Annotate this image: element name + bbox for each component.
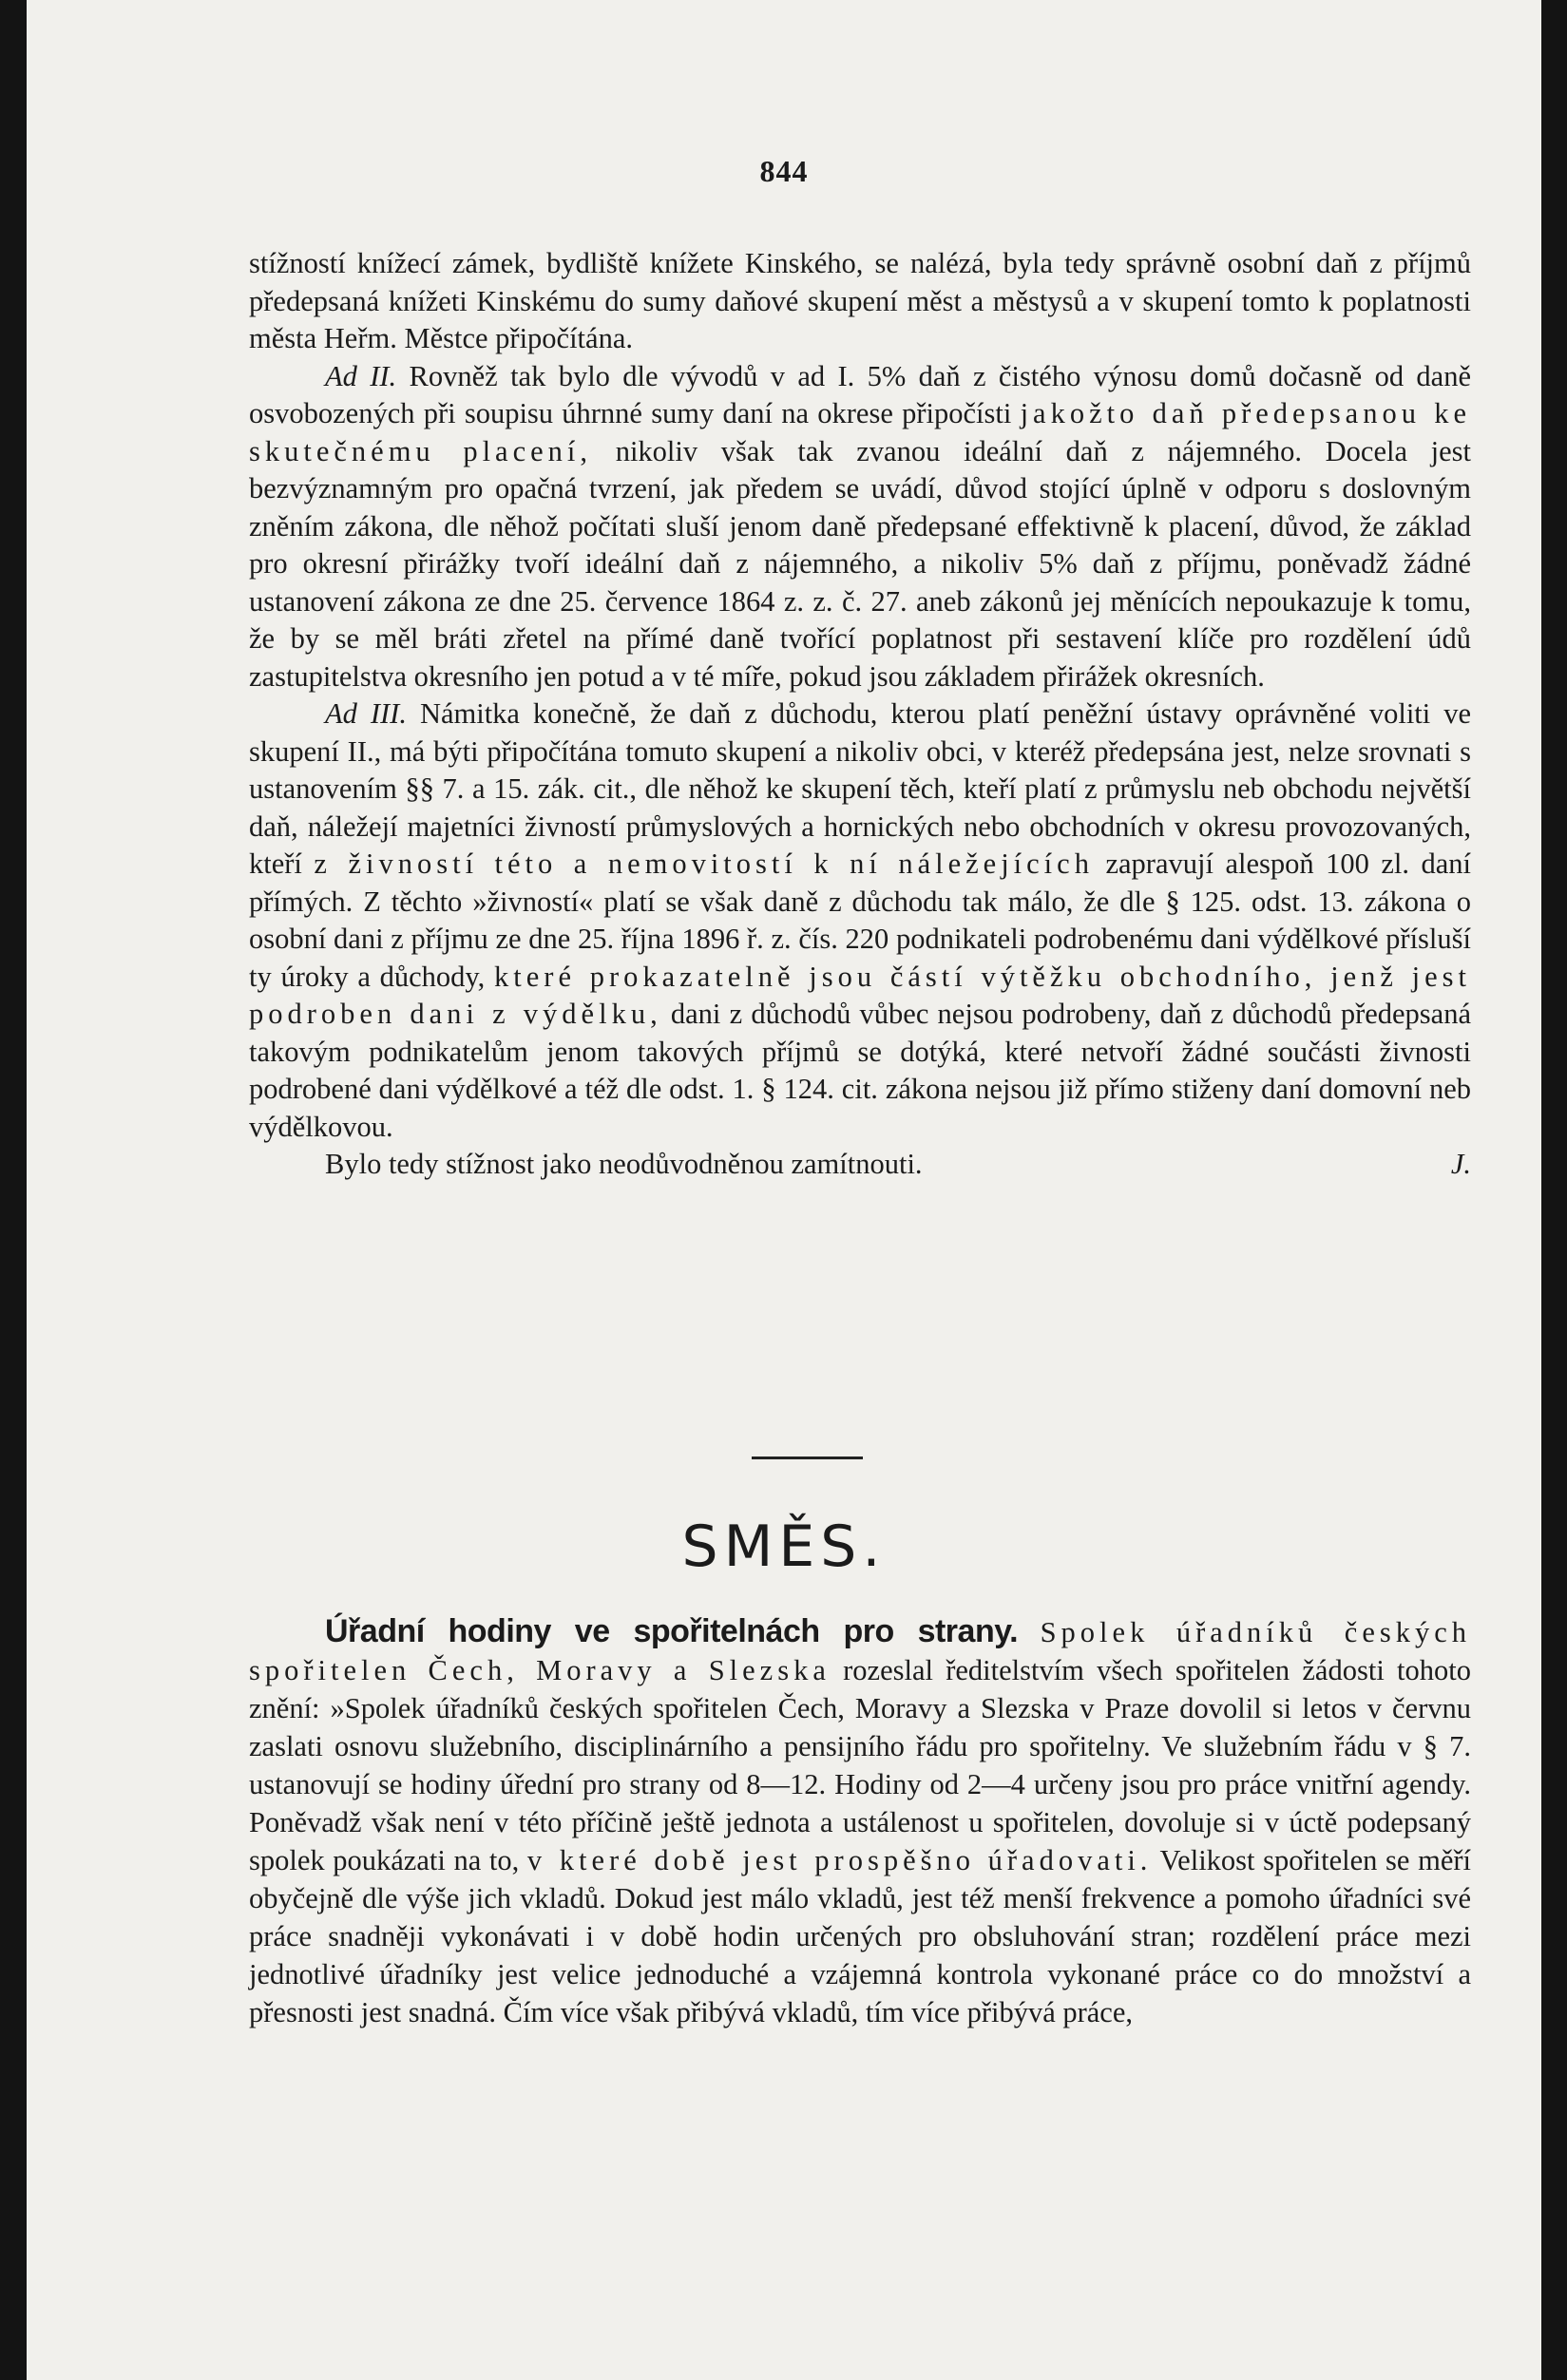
article-body: [249, 245, 1471, 1184]
document-page: [27, 0, 1541, 2380]
spaced-emphasis: jakožto daň předepsanou ke skutečnému placení,: [249, 397, 1471, 467]
paragraph-ad-iii: [249, 695, 1471, 1146]
spaced-emphasis: Spolek úřadníků českých spořitelen Čech, Moravy a Slezska: [249, 1616, 1472, 1686]
paragraph-lead: Ad III.: [325, 697, 407, 730]
page-number: 844: [759, 154, 809, 188]
spaced-emphasis: v které době jest prospěšno úřadovati.: [526, 1844, 1153, 1876]
spaced-emphasis: z živností této a nemovitostí k ní náležejících: [314, 847, 1094, 880]
section-body: [249, 1612, 1471, 2031]
paragraph-lead: Ad II.: [325, 359, 397, 392]
section-paragraph: [249, 1612, 1471, 2031]
paragraph-text: zapravují alespoň 100 zl. daní přímých. Z těchto »živností« platí se však daně z důchodu tak málo, že dle § 125. odst. 13. zákona o osobní dani z příjmu ze dne 25. října 1896 ř. z. čís. 220 podnikateli podrobenému dani výdělkové přísluší ty úroky a důchody,: [249, 847, 1472, 993]
author-signature: J.: [1450, 1148, 1471, 1180]
conclusion-text: Bylo tedy stížnost jako neodůvodněnou zamítnouti.: [325, 1148, 923, 1180]
spaced-emphasis: které prokazatelně jsou částí výtěžku obchodního, jenž jest podroben dani z výdělku,: [249, 960, 1471, 1030]
paragraph-conclusion: [249, 1146, 1471, 1184]
paragraph-ad-ii: [249, 358, 1471, 696]
section-title: SMĚS.: [681, 1514, 887, 1580]
paragraph-text: rozeslal ředitelstvím všech spořitelen žádosti tohoto znění: »Spolek úřadníků českých spořitelen Čech, Moravy a Slezska v Praze dovolil si letos v červnu zaslati osnovu služebního, disciplinárního a pensijního řádu pro spořitelny. Ve služebním řádu v § 7. ustanovují se hodiny úřední pro strany od 8—12. Hodiny od 2—4 určeny jsou pro práce vnitřní agendy. Poněvadž však není v této příčině ještě jednota a ustálenost u spořitelen, dovoluje si v úctě podepsaný spolek poukázati na to,: [249, 1654, 1471, 1876]
inline-heading: Úřadní hodiny ve spořitelnách pro strany.: [325, 1613, 1019, 1649]
section-divider: [752, 1457, 863, 1459]
paragraph-text: dani z důchodů vůbec nejsou podrobeny, daň z důchodů předepsaná takovým podnikatelům jenom takových příjmů se dotýká, které netvoří žádné součásti živnosti podrobené dani výdělkové a též dle odst. 1. § 124. cit. zákona nejsou již přímo stiženy daní domovní neb výdělkovou.: [249, 998, 1471, 1143]
paragraph-text: Námitka konečně, že daň z důchodu, kterou platí peněžní ústavy oprávněné voliti ve skupení II., má býti připočítána tomuto skupení a nikoliv obci, v kteréž předepsána jest, nelze srovnati s ustanovením §§ 7. a 15. zák. cit., dle něhož ke skupení těch, kteří platí z průmyslu neb obchodu největší daň, náležejí majetníci živností průmyslových a hornických nebo obchodních v okresu provozovaných, kteří: [249, 697, 1471, 880]
paragraph-text: Rovněž tak bylo dle vývodů v ad I. 5% daň z čistého výnosu domů dočasně od daně osvobozených při soupisu úhrnné sumy daní na okrese připočísti: [249, 359, 1471, 429]
paragraph-continuation: stížností knížecí zámek, bydliště knížete Kinského, se nalézá, byla tedy správně osobní daň z příjmů předepsaná knížeti Kinskému do sumy daňové skupení měst a městysů a v skupení tomto k poplatnosti města Heřm. Městce připočítána.: [249, 247, 1471, 354]
paragraph-text: nikoliv však tak zvanou ideální daň z nájemného. Docela jest bezvýznamným pro opačná tvrzení, jak předem se uvádí, důvod stojící úplně v odporu s doslovným zněním zákona, dle něhož počítati sluší jenom daně předepsané effektivně k placení, důvod, že základ pro okresní přirážky tvoří ideální daň z nájemného, a nikoliv 5% daň z příjmu, poněvadž žádné ustanovení zákona ze dne 25. července 1864 z. z. č. 27. aneb zákonů jej měnících nepoukazuje k tomu, že by se měl bráti zřetel na přímé daně tvořící poplatnost při sestavení klíče pro rozdělení údů zastupitelstva okresního jen potud a v té míře, pokud jsou základem přirážek okresních.: [249, 434, 1472, 693]
paragraph-text: Velikost spořitelen se měří obyčejně dle výše jich vkladů. Dokud jest málo vkladů, jest též menší frekvence a pomoho úřadníci své práce snadněji vykonávati i v době hodin určených pro obsluhování stran; rozdělení práce mezi jednotlivé úřadníky jest velice jednoduché a vzájemná kontrola vykonané práce co do množství a přesnosti jest snadná. Čím více však přibývá vkladů, tím více přibývá práce,: [249, 1844, 1471, 2028]
